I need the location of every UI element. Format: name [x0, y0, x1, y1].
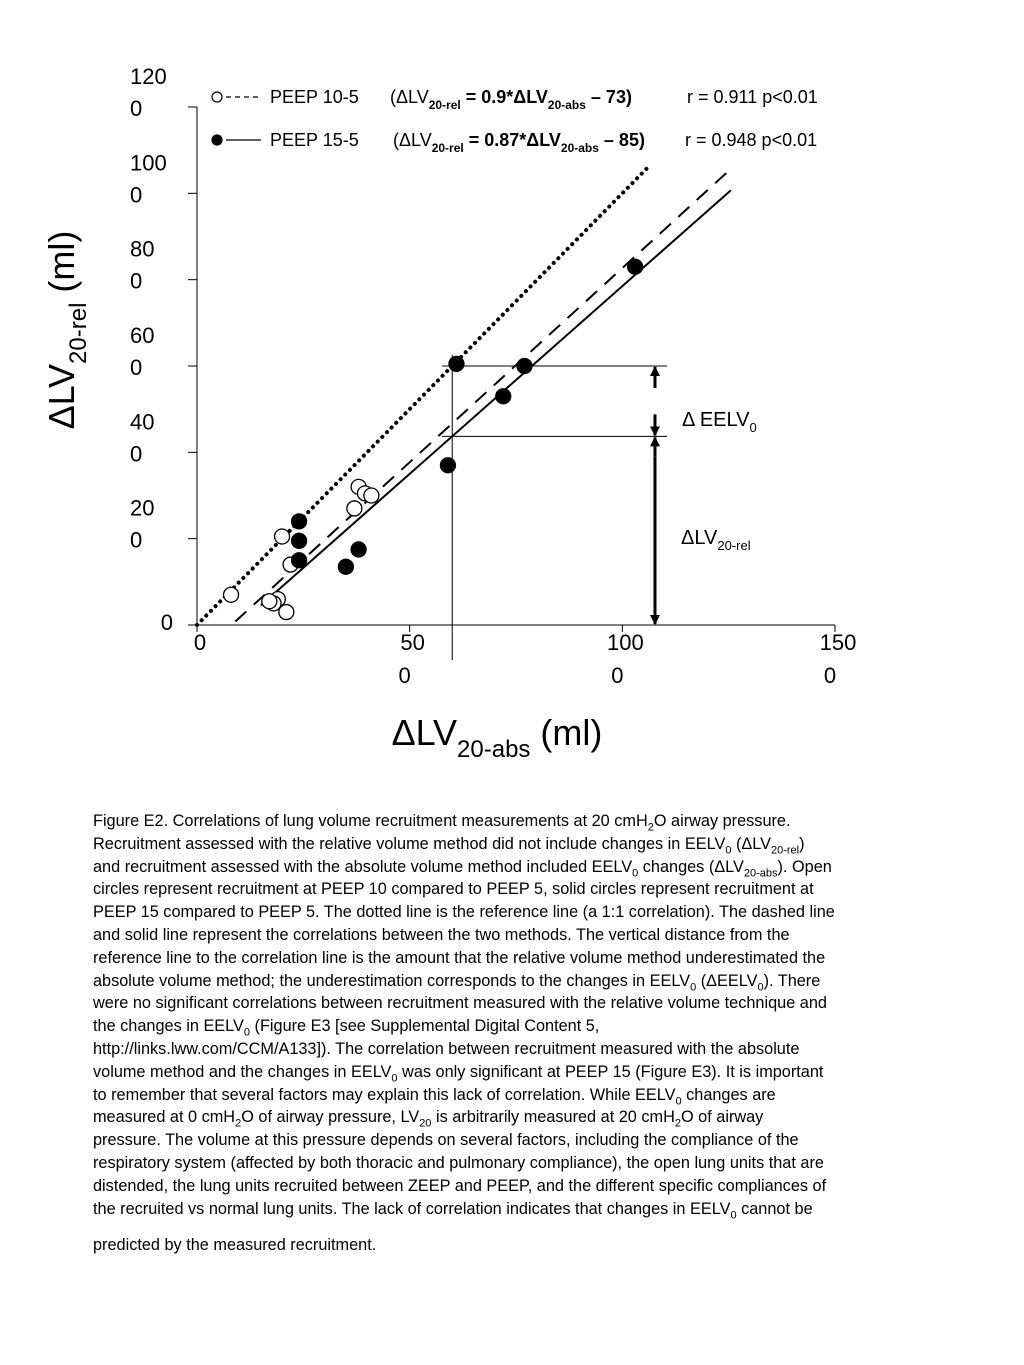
point-peep-15-5 [351, 542, 366, 557]
figure-caption [93, 810, 959, 1257]
points-layer [224, 259, 643, 619]
y-tick-label: 20 [130, 495, 155, 521]
x-tick-label-wrap: 0 [823, 663, 837, 688]
legend-equation-part: 20-rel [431, 141, 464, 155]
delta-lv20-rel-label-main: ΔLV [681, 527, 718, 549]
legend-equation-part: – 73) [585, 87, 632, 107]
legend-equation-part: 20-abs [560, 141, 599, 155]
legend-equation [393, 130, 645, 155]
legend-equation [390, 87, 632, 112]
legend-entry-peep-10-5 [212, 87, 818, 112]
caption-subscript: 2 [674, 1117, 681, 1130]
y-tick-label-wrap: 0 [130, 441, 143, 467]
point-peep-10-5 [364, 488, 379, 503]
y-axis-title-subscript: 20-rel [65, 302, 92, 364]
point-peep-15-5 [628, 259, 643, 274]
caption-figure-label: Figure E2. [93, 812, 169, 830]
x-axis-title-unit: (ml) [530, 712, 603, 753]
reference-line [197, 167, 648, 625]
caption-subscript: 0 [632, 866, 639, 879]
delta-eelv-label [682, 409, 757, 435]
caption-subscript: 0 [243, 1026, 250, 1039]
caption-subscript: 20 [419, 1117, 432, 1130]
y-tick-label: 120 [130, 64, 167, 89]
caption-subscript: 20-rel [770, 844, 800, 857]
point-peep-15-5 [440, 458, 455, 473]
x-tick-label: 150 [819, 630, 857, 655]
x-axis-title: $\Delta LV_{20-abs}$ (ml) [391, 712, 603, 763]
y-tick-label-wrap: 0 [130, 96, 143, 121]
legend [212, 87, 818, 155]
fit-line-peep-10-5 [235, 167, 733, 622]
point-peep-10-5 [347, 501, 362, 516]
legend-marker [212, 92, 222, 102]
legend-equation-part: (ΔLV [393, 130, 432, 150]
point-peep-15-5 [517, 359, 532, 374]
y-axis-title: $\Delta LV_{20-rel}$ (ml) [41, 230, 92, 430]
point-peep-10-5 [279, 605, 294, 620]
y-axis-title-unit: (ml) [41, 230, 82, 303]
delta-eelv-label-main: Δ EELV [682, 409, 750, 431]
fit-lines-layer [197, 167, 733, 625]
legend-series-name: PEEP 10-5 [270, 87, 359, 107]
annotation-layer [442, 355, 757, 660]
point-peep-15-5 [496, 389, 511, 404]
point-peep-15-5 [292, 514, 307, 529]
point-peep-15-5 [449, 356, 464, 371]
x-axis-title-subscript: 20-abs [457, 736, 531, 763]
legend-equation-part: 20-abs [547, 98, 586, 112]
point-peep-10-5 [262, 594, 277, 609]
y-tick-label-wrap: 0 [130, 527, 143, 553]
caption-subscript: 0 [757, 980, 764, 993]
y-tick-label: 0 [160, 610, 173, 635]
x-tick-label: 50 [400, 630, 425, 655]
legend-entry-peep-15-5 [212, 130, 817, 155]
y-tick-label-wrap: 0 [130, 268, 143, 294]
point-peep-15-5 [338, 559, 353, 574]
point-peep-10-5 [275, 529, 290, 544]
caption-subscript: 20-abs [743, 866, 778, 879]
y-tick-label-wrap: 0 [130, 182, 143, 208]
caption-subscript: 0 [690, 980, 697, 993]
caption-subscript: 0 [675, 1094, 682, 1107]
caption-body: Correlations of lung volume recruitment measurements at 20 cmH$_2$O airway pressure. Recruitment assessed with the relative volume method did not include changes in $EELV_0$ $(\Delta LV_{20-rel})$ and recruitment assessed with the absolute volume method included $EELV_0$ changes $(\Delta LV_{20-abs})$. Open circles represent recruitment at PEEP 10 compared to PEEP 5, solid circles represent recruitment at PEEP 15 compared to PEEP 5. The dotted line is the reference line (a 1:1 correlation). The dashed line and solid line represent the correlations between the two methods. The vertical distance from the reference line to the correlation line is the amount that the relative volume method underestimated the absolute volume method; the underestimation corresponds to the changes in $EELV_0$ $(\Delta EELV_0)$. There were no significant correlations between recruitment measured with the relative volume technique and the changes in $EELV_0$ (Figure E3 [see Supplemental Digital Content 5, http://links.lww.com/CCM/A133]). The correlation between recruitment measured with the absolute volume method and the changes in $EELV_0$ was only significant at PEEP 15 (Figure E3). It is important to remember that several factors may explain this lack of correlation. While $EELV_0$ changes are measured at 0 cmH$_2$O of airway pressure, $LV_{20}$ is arbitrarily measured at 20 cmH$_2$O of airway pressure. The volume at this pressure depends on several factors, including the compliance of the respiratory system (affected by both thoracic and pulmonary compliance), the open lung units that are distended, the lung units recruited between ZEEP and PEEP, and the different specific compliances of the recruited vs normal lung units. The lack of correlation indicates that changes in $EELV_0$ cannot be [93, 812, 835, 1221]
delta-lv20-rel-label [681, 527, 751, 553]
legend-equation-part: = 0.87*ΔLV [463, 130, 561, 150]
x-tick-label-wrap: 0 [611, 663, 624, 688]
x-tick-label: 100 [606, 630, 644, 655]
legend-equation-part: (ΔLV [390, 87, 429, 107]
y-tick-label-wrap: 0 [130, 355, 143, 380]
caption-subscript: 0 [725, 844, 732, 857]
y-tick-label: 80 [130, 236, 155, 262]
legend-stats: r = 0.948 p<0.01 [685, 130, 818, 150]
legend-stats: r = 0.911 p<0.01 [687, 87, 818, 107]
caption-subscript: 2 [647, 821, 654, 834]
caption-subscript: 0 [391, 1072, 398, 1085]
legend-equation-part: 20-rel [428, 98, 461, 112]
point-peep-15-5 [292, 553, 307, 568]
x-tick-label: 0 [193, 630, 207, 655]
legend-marker [212, 135, 222, 145]
legend-equation-part: – 85) [598, 130, 645, 150]
caption-subscript: 0 [730, 1208, 737, 1221]
x-tick-label-wrap: 0 [398, 663, 411, 688]
caption-subscript: 2 [235, 1117, 242, 1130]
caption-last-line: predicted by the measured recruitment. [93, 1236, 377, 1255]
point-peep-10-5 [224, 587, 239, 602]
delta-lv20-rel-label-subscript: 20-rel [717, 538, 751, 553]
delta-eelv-label-subscript: 0 [749, 420, 757, 435]
y-tick-label: 60 [130, 323, 155, 348]
y-tick-label: 100 [130, 150, 167, 176]
legend-equation-part: = 0.9*ΔLV [460, 87, 548, 107]
point-peep-15-5 [292, 533, 307, 548]
y-tick-label: 40 [130, 409, 155, 435]
legend-series-name: PEEP 15-5 [270, 130, 359, 150]
